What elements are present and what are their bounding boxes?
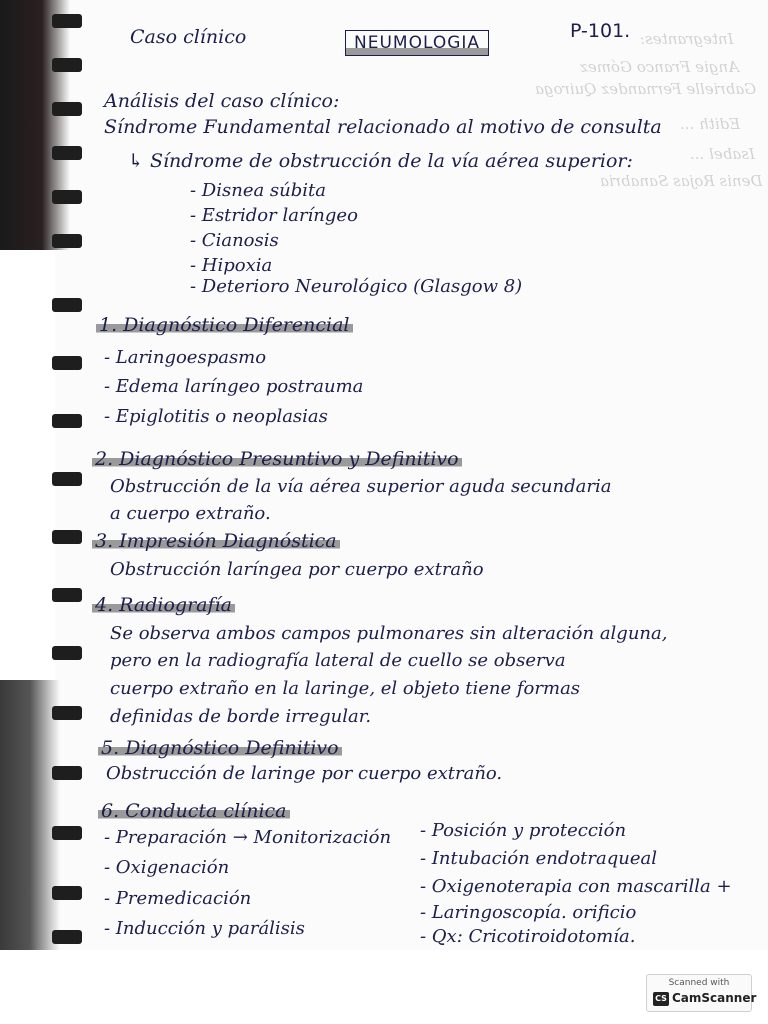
section-2-text: Obstrucción de la vía aérea superior aguda secundaria <box>110 476 612 497</box>
section-3-heading <box>92 530 340 552</box>
conduct-item-left: - Premedicación <box>104 888 252 909</box>
page-code: P-101. <box>570 20 631 42</box>
spiral-hole <box>52 472 82 486</box>
analysis-heading: Análisis del caso clínico: <box>104 90 340 112</box>
spiral-hole <box>52 886 82 900</box>
spiral-hole <box>52 190 82 204</box>
conduct-item-left: - Inducción y parálisis <box>104 918 305 939</box>
section-1-title: 1. Diagnóstico Diferencial <box>96 314 353 336</box>
spiral-hole <box>52 706 82 720</box>
symptom-item: - Disnea súbita <box>190 180 327 201</box>
spiral-hole <box>52 146 82 160</box>
spiral-hole <box>52 588 82 602</box>
symptom-item: - Estridor laríngeo <box>190 205 358 226</box>
differential-item: - Epiglotitis o neoplasias <box>104 406 328 427</box>
section-6-heading <box>98 800 290 822</box>
conduct-item-right: - Laringoscopía. orificio <box>420 902 637 923</box>
conduct-item-left: - Oxigenación <box>104 857 230 878</box>
symptom-item: - Hipoxia <box>190 255 273 276</box>
section-6-title: 6. Conducta clínica <box>98 800 290 822</box>
section-4-text: cuerpo extraño en la laringe, el objeto tiene formas <box>110 678 581 699</box>
spiral-hole <box>52 234 82 248</box>
spiral-hole <box>52 14 82 28</box>
section-3-text: Obstrucción laríngea por cuerpo extraño <box>110 559 484 580</box>
spiral-hole <box>52 298 82 312</box>
spiral-hole <box>52 356 82 370</box>
section-5-text: Obstrucción de laringe por cuerpo extraño. <box>106 763 503 784</box>
conduct-item-right: - Qx: Cricotiroidotomía. <box>420 926 636 947</box>
watermark-brand: CamScanner <box>672 991 757 1005</box>
ghost-text: Angie Franco Gómez <box>580 58 739 76</box>
conduct-item-right: - Intubación endotraqueal <box>420 848 658 869</box>
fundamental-syndrome-line: Síndrome Fundamental relacionado al motivo de consulta <box>104 116 662 138</box>
subject-title: NEUMOLOGIA <box>345 30 489 56</box>
section-2-text: a cuerpo extraño. <box>110 503 271 524</box>
syndrome-line: ↳ Síndrome de obstrucción de la vía aérea superior: <box>128 150 633 172</box>
watermark-caption: Scanned with <box>668 978 730 988</box>
ghost-text: Isabel ... <box>690 145 755 163</box>
section-3-title: 3. Impresión Diagnóstica <box>92 530 340 552</box>
differential-item: - Edema laríngeo postrauma <box>104 376 364 397</box>
spiral-hole <box>52 930 82 944</box>
ghost-text: Integrantes: <box>640 30 734 48</box>
case-label: Caso clínico <box>130 26 247 48</box>
spiral-hole <box>52 58 82 72</box>
section-4-text: pero en la radiografía lateral de cuello se observa <box>110 650 566 671</box>
camscanner-logo-icon: CS <box>653 992 669 1006</box>
spiral-hole <box>52 826 82 840</box>
differential-item: - Laringoespasmo <box>104 347 267 368</box>
conduct-item-right: - Posición y protección <box>420 820 627 841</box>
conduct-item-right: - Oxigenoterapia con mascarilla + <box>420 876 732 897</box>
spiral-hole <box>52 646 82 660</box>
section-2-title: 2. Diagnóstico Presuntivo y Definitivo <box>92 448 462 470</box>
scan-edge-shadow-top <box>0 0 70 250</box>
section-1-heading <box>96 314 353 336</box>
spiral-hole <box>52 766 82 780</box>
ghost-text: Denis Rojas Sanabria <box>600 172 763 190</box>
symptom-item: - Deterioro Neurológico (Glasgow 8) <box>190 276 523 297</box>
camscanner-watermark <box>646 974 757 1012</box>
scan-edge-shadow-bottom <box>0 680 60 950</box>
section-5-title: 5. Diagnóstico Definitivo <box>98 737 342 759</box>
section-4-text: definidas de borde irregular. <box>110 706 372 727</box>
ghost-text: Edith ... <box>680 115 741 133</box>
spiral-hole <box>52 102 82 116</box>
section-4-title: 4. Radiografía <box>92 594 235 616</box>
spiral-hole <box>52 530 82 544</box>
section-4-heading <box>92 594 235 616</box>
spiral-hole <box>52 414 82 428</box>
conduct-item-left: - Preparación → Monitorización <box>104 827 392 848</box>
ghost-text: Gabrielle Fernandez Quiroga <box>535 80 757 98</box>
section-2-heading <box>92 448 462 470</box>
section-4-text: Se observa ambos campos pulmonares sin alteración alguna, <box>110 623 668 644</box>
symptom-item: - Cianosis <box>190 230 279 251</box>
section-5-heading <box>98 737 342 759</box>
